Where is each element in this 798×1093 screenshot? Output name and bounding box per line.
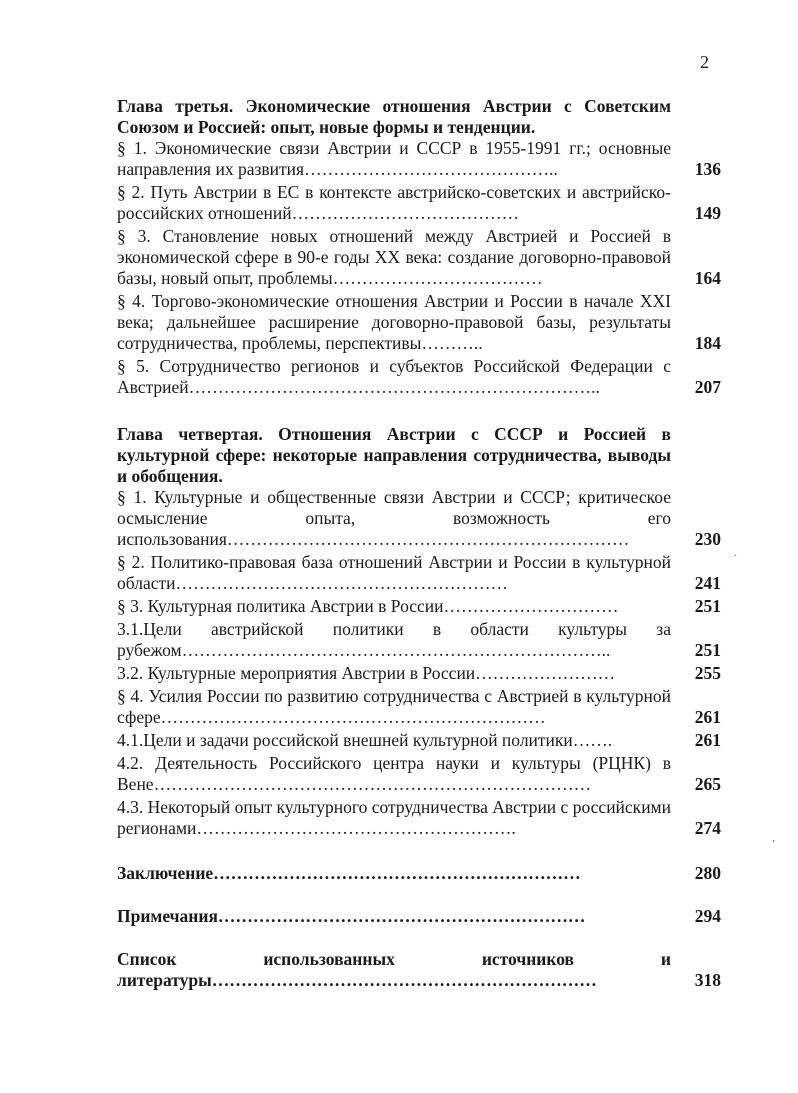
notes-page: 294	[694, 906, 721, 926]
toc-entry-page: 230	[694, 529, 721, 549]
spacer	[117, 841, 721, 863]
toc-entry	[117, 226, 721, 289]
toc-sources	[117, 949, 721, 991]
conclusion-text: Заключение………………………………………………………	[117, 863, 581, 883]
toc-entry	[117, 797, 721, 839]
toc-entry	[117, 730, 721, 751]
toc-entry-page: 274	[694, 818, 721, 838]
toc-entry-page: 207	[694, 377, 721, 397]
toc-entry	[117, 619, 721, 661]
toc-entry-page: 241	[694, 573, 721, 593]
toc-entry	[117, 596, 721, 617]
toc-entry	[117, 487, 721, 550]
page-number: 2	[700, 52, 709, 72]
toc-entry-page: 261	[694, 730, 721, 750]
toc-entry-page: 136	[694, 159, 721, 179]
toc-entry-text: § 1. Экономические связи Австрии и СССР в 1955-1991 гг.; основные направления их развития……………………………………..	[117, 138, 671, 179]
toc-entry-page: 261	[694, 707, 721, 727]
toc-entry-page: 251	[694, 640, 721, 660]
toc-entry-text: § 3. Становление новых отношений между Австрией и Россией в экономической сфере в 90-е годы XX века: создание договорно-правовой базы, новый опыт, проблемы………………………………	[117, 226, 671, 288]
toc-entry-text: § 2. Политико-правовая база отношений Австрии и России в культурной области…………………………………………………	[117, 552, 671, 593]
toc-entry	[117, 138, 721, 180]
toc-entry-page: 255	[694, 663, 721, 683]
toc-entry	[117, 663, 721, 684]
toc-entry	[117, 686, 721, 728]
toc-entry-page: 164	[694, 268, 721, 288]
toc-entry-page: 265	[694, 774, 721, 794]
toc-entry-text: § 4. Торгово-экономические отношения Австрии и России в начале XXI века; дальнейшее расширение договорно-правовой базы, результаты сотрудничества, проблемы, перспективы………..	[117, 291, 671, 353]
toc-entry-text: 3.2. Культурные мероприятия Австрии в России……………………	[117, 663, 616, 683]
toc-entry-text: § 3. Культурная политика Австрии в России…………………………	[117, 596, 619, 616]
spacer	[117, 884, 721, 906]
conclusion-page: 280	[694, 863, 721, 883]
spacer	[117, 927, 721, 949]
scan-speck: ·	[734, 551, 738, 562]
toc-entry-page: 184	[694, 333, 721, 353]
spacer	[117, 400, 721, 424]
toc-entry-text: § 1. Культурные и общественные связи Австрии и СССР; критическое осмысление опыта, возможность его использования……………………………………………………………	[117, 487, 671, 549]
toc-entry	[117, 182, 721, 224]
toc-entry	[117, 356, 721, 398]
toc-notes	[117, 906, 721, 927]
toc-entry-page: 149	[694, 203, 721, 223]
chapter4-heading: Глава четвертая. Отношения Австрии с СССР и Россией в культурной сфере: некоторые направления сотрудничества, выводы и обобщения.	[117, 424, 671, 486]
notes-text: Примечания………………………………………………………	[117, 906, 586, 926]
chapter3-heading: Глава третья. Экономические отношения Австрии с Советским Союзом и Россией: опыт, новые формы и тенденции.	[117, 96, 671, 137]
toc-entry-text: 4.2. Деятельность Российского центра науки и культуры (РЦНК) в Вене…………………………………………………………………	[117, 753, 671, 794]
toc-entry-text: 4.1.Цели и задачи российской внешней культурной политики…….	[117, 730, 613, 750]
sources-page: 318	[694, 970, 721, 990]
toc-entry	[117, 552, 721, 594]
toc-entry-text: § 2. Путь Австрии в ЕС в контексте австрийско-советских и австрийско-российских отношений…………………………………	[117, 182, 671, 223]
sources-text: Список использованных источников и литературы…………………………………………………………	[117, 949, 671, 990]
toc-conclusion	[117, 863, 721, 884]
scan-speck: ’	[772, 839, 776, 850]
toc-entry-text: § 5. Сотрудничество регионов и субъектов Российской Федерации с Австрией……………………………………………………………..	[117, 356, 671, 397]
toc-entry-text: 3.1.Цели австрийской политики в области культуры за рубежом………………………………………………………………..	[117, 619, 671, 660]
table-of-contents	[117, 96, 721, 991]
toc-entry-text: 4.3. Некоторый опыт культурного сотрудничества Австрии с российскими регионами……………………………………………….	[117, 797, 671, 838]
toc-entry	[117, 291, 721, 354]
toc-entry-page: 251	[694, 596, 721, 616]
toc-entry	[117, 753, 721, 795]
toc-entry-text: § 4. Усилия России по развитию сотрудничества с Австрией в культурной сфере…………………………………………………………	[117, 686, 671, 727]
